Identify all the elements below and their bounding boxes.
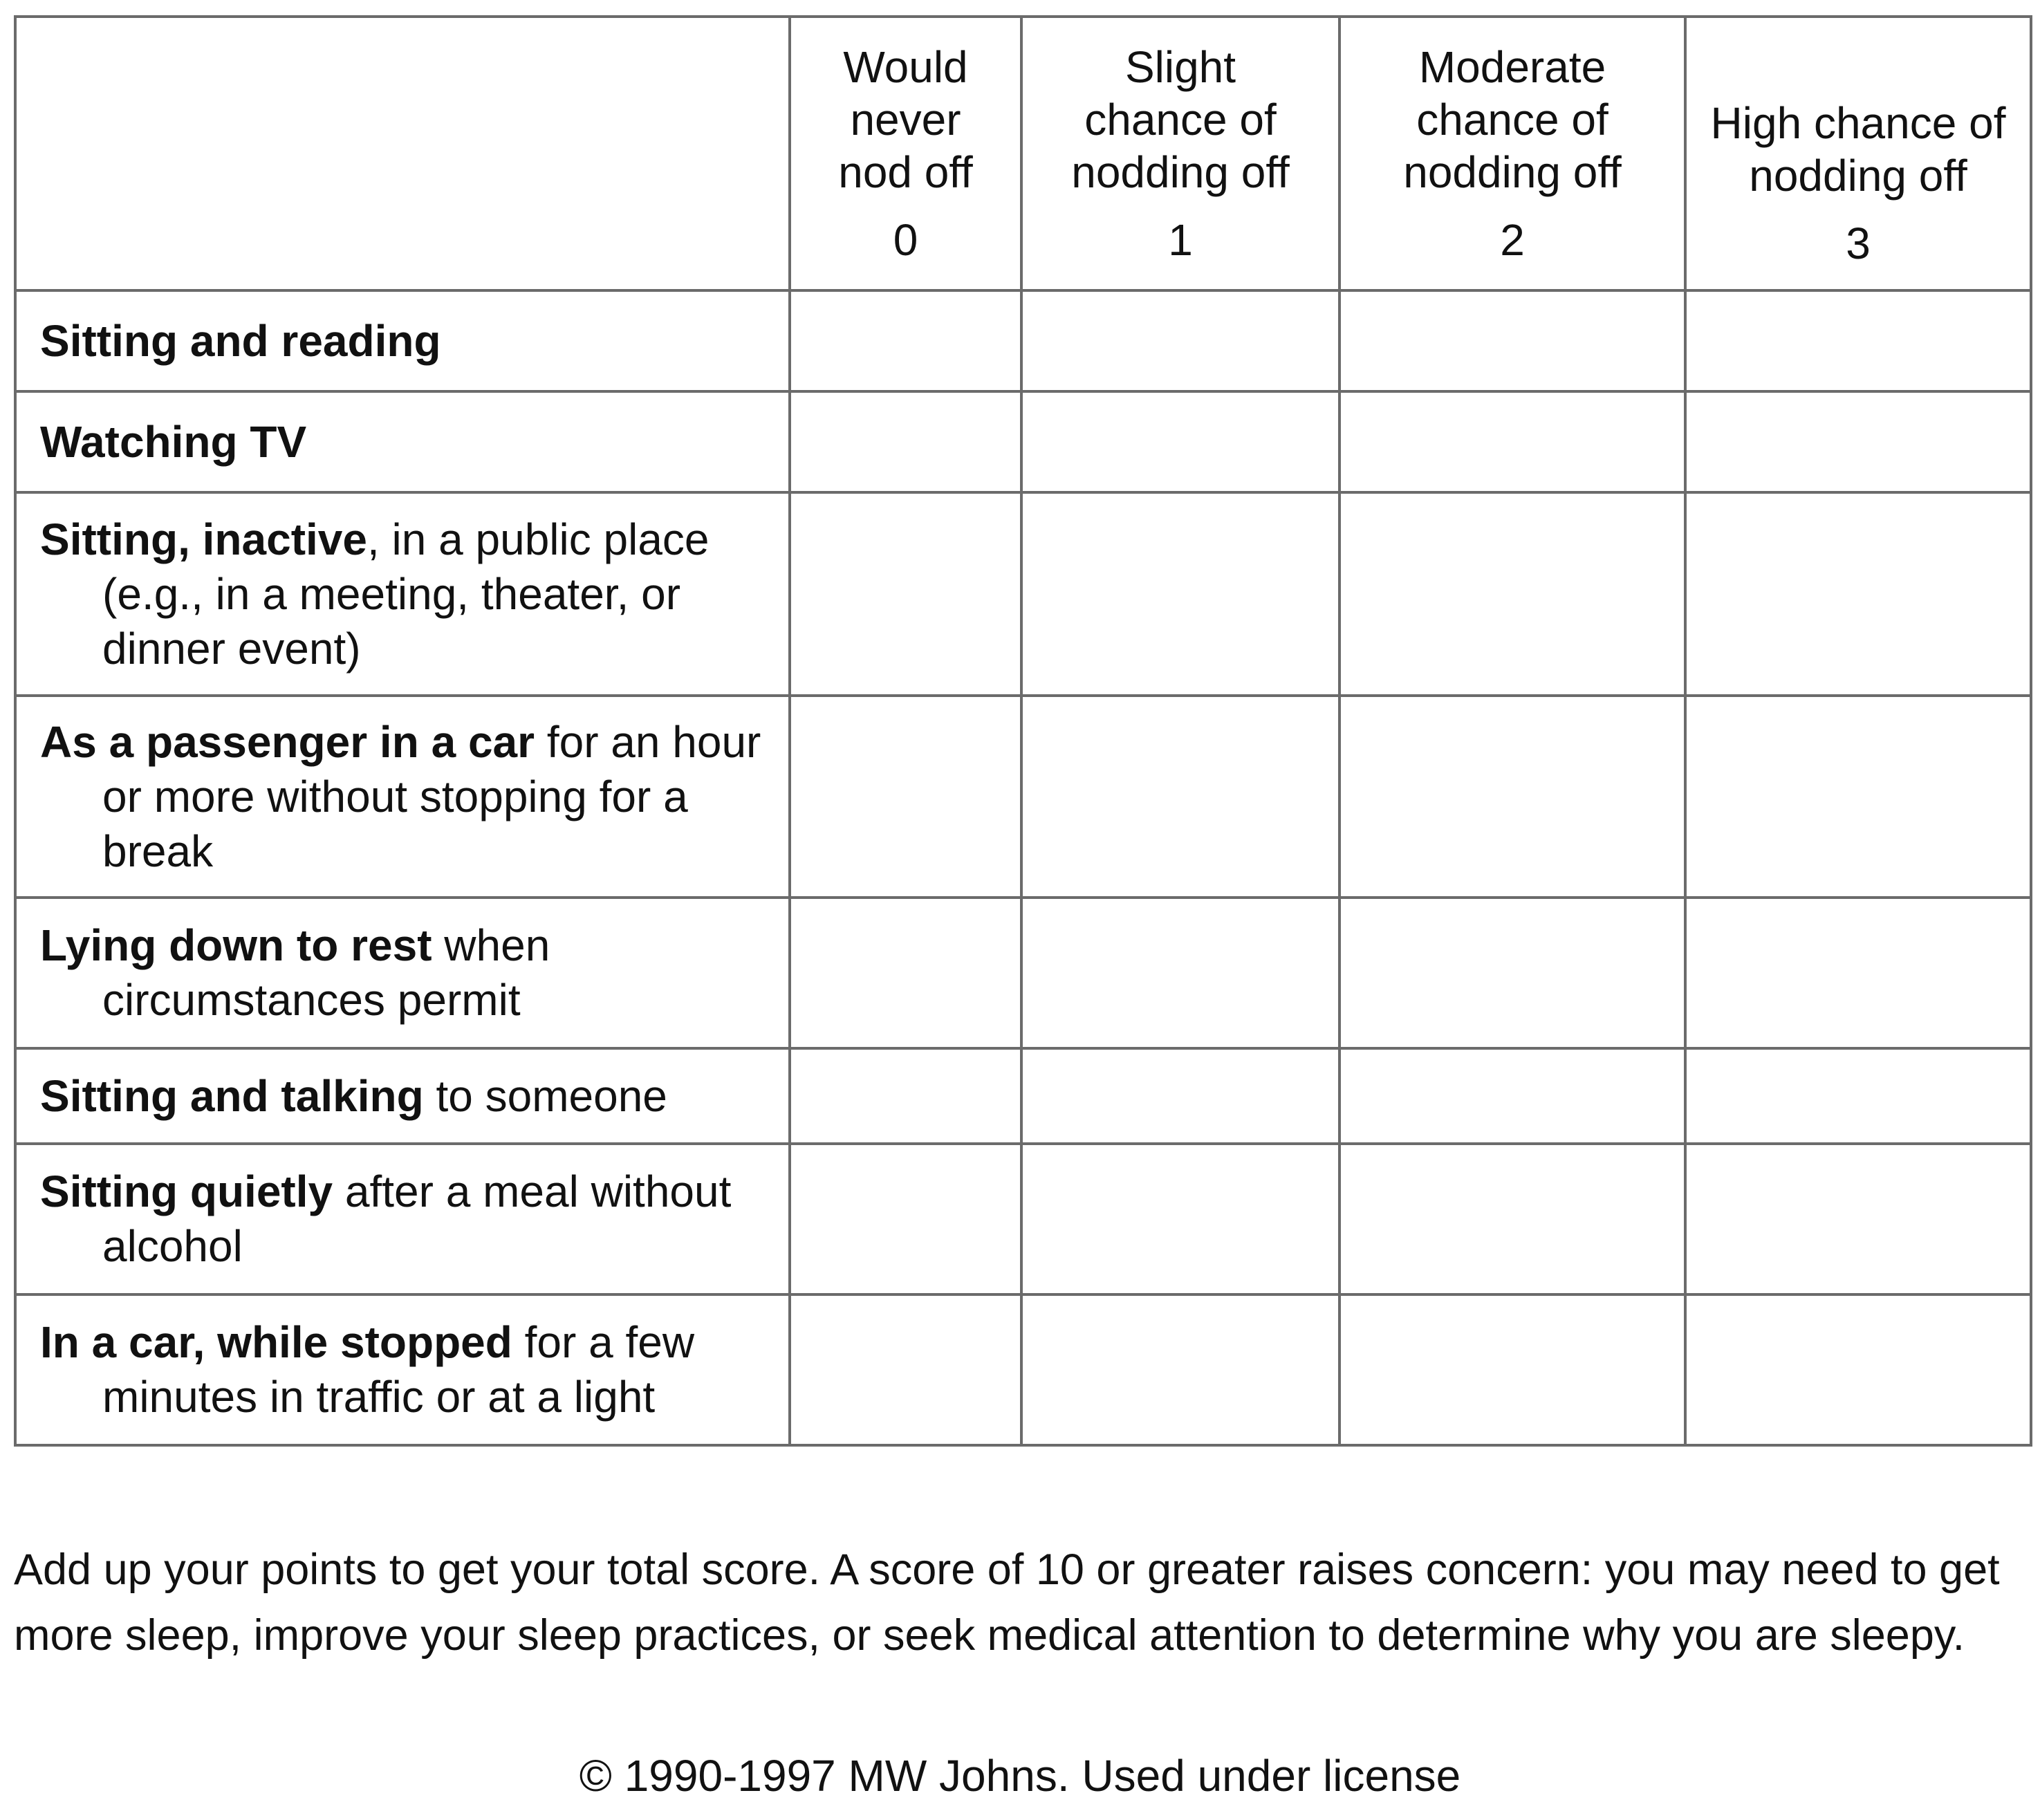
score-cell-0[interactable] <box>790 898 1021 1048</box>
column-label: High chance of nodding off <box>1710 98 2006 201</box>
situation-bold: Sitting and talking <box>40 1070 424 1121</box>
score-cell-3[interactable] <box>1685 696 2031 898</box>
score-cell-0[interactable] <box>790 1144 1021 1294</box>
situation-cell <box>15 1294 790 1445</box>
situation-rest: , in a public place (e.g., in a meeting, theater, or dinner event) <box>102 514 710 674</box>
column-score: 3 <box>1846 219 1871 268</box>
column-score: 0 <box>893 215 918 265</box>
score-cell-1[interactable] <box>1021 1048 1339 1144</box>
column-header-1 <box>1021 17 1339 290</box>
situation-bold: Sitting quietly <box>40 1167 333 1216</box>
situation-bold: In a car, while stopped <box>40 1317 512 1367</box>
score-cell-0[interactable] <box>790 1294 1021 1445</box>
situation-bold: Sitting, inactive <box>40 514 367 564</box>
sleepiness-scale-table <box>14 15 2032 1447</box>
header-blank-cell <box>15 17 790 290</box>
situation-cell <box>15 290 790 391</box>
score-cell-1[interactable] <box>1021 391 1339 492</box>
situation-rest: to someone <box>423 1070 667 1121</box>
score-cell-3[interactable] <box>1685 290 2031 391</box>
situation-cell <box>15 1144 790 1294</box>
score-cell-2[interactable] <box>1339 696 1685 898</box>
score-cell-0[interactable] <box>790 696 1021 898</box>
score-cell-3[interactable] <box>1685 898 2031 1048</box>
table-row <box>15 492 2031 696</box>
table-row <box>15 1144 2031 1294</box>
scoring-note: Add up your points to get your total score. A score of 10 or greater raises concern: you may need to get more sleep, improve your sleep practices, or seek medical attention to determine why you are sleepy. <box>14 1545 2000 1660</box>
column-header-2 <box>1339 17 1685 290</box>
score-cell-3[interactable] <box>1685 391 2031 492</box>
situation-cell <box>15 492 790 696</box>
situation-rest: after a meal without alcohol <box>102 1167 732 1271</box>
score-cell-0[interactable] <box>790 391 1021 492</box>
table-row <box>15 1048 2031 1144</box>
score-cell-2[interactable] <box>1339 290 1685 391</box>
header-row <box>15 17 2031 290</box>
score-cell-0[interactable] <box>790 1048 1021 1144</box>
score-cell-2[interactable] <box>1339 898 1685 1048</box>
situation-bold: As a passenger in a car <box>40 716 535 767</box>
score-cell-3[interactable] <box>1685 1294 2031 1445</box>
situation-bold: Sitting and reading <box>40 315 441 366</box>
situation-bold: Lying down to rest <box>40 920 432 970</box>
column-score: 2 <box>1500 215 1525 265</box>
column-score: 1 <box>1168 215 1193 265</box>
situation-bold: Watching TV <box>40 416 307 467</box>
score-cell-1[interactable] <box>1021 898 1339 1048</box>
score-cell-0[interactable] <box>790 290 1021 391</box>
score-cell-2[interactable] <box>1339 1294 1685 1445</box>
situation-rest: when circumstances permit <box>102 920 550 1025</box>
situation-cell <box>15 696 790 898</box>
score-cell-1[interactable] <box>1021 290 1339 391</box>
column-label: Slight chance of nodding off <box>1071 42 1290 197</box>
copyright-notice: © 1990-1997 MW Johns. Used under license <box>579 1751 1461 1801</box>
score-cell-3[interactable] <box>1685 1048 2031 1144</box>
column-label: Would never nod off <box>838 42 973 197</box>
score-cell-0[interactable] <box>790 492 1021 696</box>
score-cell-3[interactable] <box>1685 1144 2031 1294</box>
score-cell-1[interactable] <box>1021 492 1339 696</box>
situation-cell <box>15 898 790 1048</box>
column-header-0 <box>790 17 1021 290</box>
score-cell-1[interactable] <box>1021 696 1339 898</box>
score-cell-2[interactable] <box>1339 1048 1685 1144</box>
score-cell-1[interactable] <box>1021 1294 1339 1445</box>
table-row <box>15 898 2031 1048</box>
score-cell-2[interactable] <box>1339 492 1685 696</box>
situation-cell <box>15 1048 790 1144</box>
table-row <box>15 1294 2031 1445</box>
column-header-3 <box>1685 17 2031 290</box>
column-label: Moderate chance of nodding off <box>1403 42 1622 197</box>
situation-rest: for an hour or more without stopping for a break <box>102 716 761 876</box>
score-cell-2[interactable] <box>1339 1144 1685 1294</box>
score-cell-2[interactable] <box>1339 391 1685 492</box>
situation-rest: for a few minutes in traffic or at a light <box>102 1317 695 1422</box>
table-row <box>15 391 2031 492</box>
score-cell-1[interactable] <box>1021 1144 1339 1294</box>
score-cell-3[interactable] <box>1685 492 2031 696</box>
table-row <box>15 696 2031 898</box>
table-row <box>15 290 2031 391</box>
situation-cell <box>15 391 790 492</box>
